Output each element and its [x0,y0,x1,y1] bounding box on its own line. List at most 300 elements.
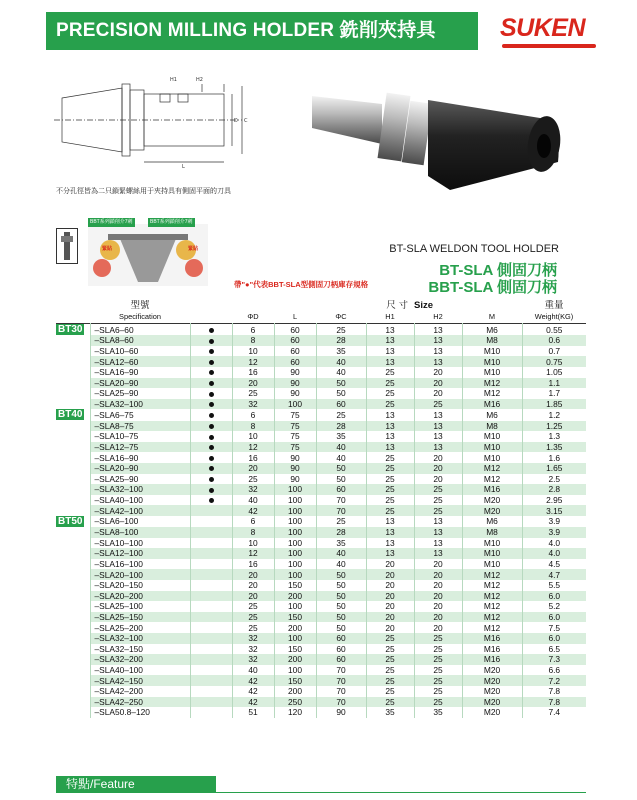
cell-l: 200 [274,591,316,602]
cell-h2: 20 [414,452,462,463]
header-d: ΦD [247,312,259,322]
stock-dot-cell [190,324,232,336]
contact-tag-right: 緊貼 [188,246,199,252]
cell-l: 100 [274,548,316,559]
series-group-cell [56,388,90,399]
feature-divider [56,792,586,793]
table-row [56,527,586,538]
cell-m: M12 [462,622,522,633]
table-row [56,452,586,463]
cell-l: 75 [274,409,316,420]
cell-h2: 25 [414,654,462,665]
stock-dot-cell [190,675,232,686]
cell-d: 42 [232,505,274,516]
table-row [56,601,586,612]
table-row [56,484,586,495]
cell-w: 5.5 [522,580,586,591]
cell-m: M12 [462,474,522,485]
cell-c: 35 [316,538,366,549]
series-group-cell [56,346,90,357]
stock-dot-cell [190,559,232,570]
series-group-cell [56,356,90,367]
cell-h1: 13 [366,421,414,432]
cell-m: M10 [462,367,522,378]
table-row [56,665,586,676]
cell-d: 32 [232,633,274,644]
header-spec: Specification [119,312,161,322]
svg-text:H2: H2 [196,77,203,83]
stock-dot-icon [209,424,214,429]
stock-dot-icon [209,392,214,397]
series-group-cell [56,707,90,718]
cell-h2: 13 [414,335,462,346]
cell-m: M16 [462,399,522,410]
cell-spec: –SLA10–75 [90,431,190,442]
cell-h1: 13 [366,324,414,336]
cell-w: 7.5 [522,622,586,633]
cell-d: 32 [232,644,274,655]
cell-l: 200 [274,654,316,665]
stock-dot-cell [190,367,232,378]
stock-dot-cell [190,527,232,538]
cell-spec: –SLA6–100 [90,516,190,527]
stock-dot-cell [190,356,232,367]
table-row [56,548,586,559]
cell-h2: 13 [414,356,462,367]
cell-d: 25 [232,388,274,399]
table-row [56,421,586,432]
cell-spec: –SLA6–75 [90,409,190,420]
cell-l: 75 [274,442,316,453]
model-title-bt: BT-SLA 側固刀柄 [439,262,557,279]
series-group-cell [56,622,90,633]
cell-h1: 25 [366,452,414,463]
cell-w: 6.0 [522,612,586,623]
cell-h2: 20 [414,378,462,389]
cell-spec: –SLA20–90 [90,378,190,389]
stock-dot-cell [190,686,232,697]
cell-l: 150 [274,644,316,655]
header-group-cell [56,300,90,312]
cell-h2: 13 [414,421,462,432]
table-row [56,686,586,697]
cell-h2: 13 [414,527,462,538]
cell-d: 20 [232,378,274,389]
series-group-cell [56,580,90,591]
cell-d: 42 [232,686,274,697]
series-group-cell [56,591,90,602]
series-group-cell [56,697,90,708]
cell-h2: 20 [414,580,462,591]
cell-l: 100 [274,559,316,570]
stock-dot-cell [190,580,232,591]
cell-h2: 20 [414,569,462,580]
cell-spec: –SLA25–100 [90,601,190,612]
cell-h1: 13 [366,346,414,357]
cell-m: M12 [462,601,522,612]
cell-w: 1.85 [522,399,586,410]
cell-h2: 25 [414,633,462,644]
stock-dot-icon [209,488,214,493]
cell-m: M16 [462,484,522,495]
cell-spec: –SLA42–100 [90,505,190,516]
cell-w: 1.1 [522,378,586,389]
cell-spec: –SLA16–90 [90,367,190,378]
cell-w: 7.2 [522,675,586,686]
cell-m: M8 [462,335,522,346]
cell-m: M20 [462,686,522,697]
cell-m: M6 [462,516,522,527]
header [0,8,637,58]
cell-spec: –SLA16–90 [90,452,190,463]
series-label: BT50 [58,515,83,527]
cell-spec: –SLA10–60 [90,346,190,357]
series-group-cell [56,569,90,580]
cell-h2: 20 [414,559,462,570]
series-group-cell [56,675,90,686]
cell-spec: –SLA42–200 [90,686,190,697]
table-row [56,654,586,665]
table-header-row-cn [56,300,586,312]
cell-h2: 20 [414,622,462,633]
cell-spec: –SLA8–60 [90,335,190,346]
spec-table [56,300,586,718]
stock-dot-cell [190,548,232,559]
cell-c: 40 [316,442,366,453]
header-empty [190,300,232,312]
cell-c: 50 [316,378,366,389]
cell-c: 70 [316,495,366,506]
cell-d: 42 [232,697,274,708]
cell-d: 20 [232,580,274,591]
header-weight: 重量 [544,300,564,311]
cell-spec: –SLA12–60 [90,356,190,367]
cell-h2: 25 [414,484,462,495]
cell-l: 90 [274,367,316,378]
cell-c: 90 [316,707,366,718]
cell-w: 5.2 [522,601,586,612]
cell-l: 150 [274,612,316,623]
series-group-cell [56,324,90,336]
cell-d: 20 [232,569,274,580]
series-group-cell [56,665,90,676]
cell-d: 25 [232,622,274,633]
cell-l: 100 [274,633,316,644]
cell-h2: 25 [414,505,462,516]
cell-m: M20 [462,665,522,676]
cell-l: 150 [274,675,316,686]
cell-h1: 25 [366,367,414,378]
cell-h2: 13 [414,538,462,549]
stock-dot-cell [190,516,232,527]
cell-h1: 20 [366,559,414,570]
cell-h1: 25 [366,686,414,697]
cell-c: 70 [316,697,366,708]
stock-dot-cell [190,622,232,633]
table-row [56,495,586,506]
cell-m: M10 [462,538,522,549]
cell-spec: –SLA40–100 [90,495,190,506]
stock-dot-cell [190,505,232,516]
cell-h1: 25 [366,633,414,644]
cell-d: 42 [232,675,274,686]
table-row [56,612,586,623]
stock-dot-cell [190,442,232,453]
cell-h2: 25 [414,665,462,676]
cell-m: M12 [462,612,522,623]
cell-spec: –SLA25–150 [90,612,190,623]
stock-dot-cell [190,569,232,580]
cell-h2: 20 [414,612,462,623]
cell-l: 100 [274,538,316,549]
svg-text:C: C [244,118,248,124]
stock-dot-icon [209,445,214,450]
cell-w: 1.25 [522,421,586,432]
table-row [56,335,586,346]
cell-spec: –SLA8–100 [90,527,190,538]
cell-spec: –SLA32–100 [90,484,190,495]
cell-w: 3.15 [522,505,586,516]
cell-l: 90 [274,474,316,485]
table-row [56,707,586,718]
stock-dot-cell [190,452,232,463]
stock-dot-cell [190,335,232,346]
stock-dot-cell [190,346,232,357]
stock-dot-cell [190,463,232,474]
contact-tag-left: 緊貼 [102,246,113,252]
cell-l: 90 [274,388,316,399]
series-label: BT40 [58,409,83,421]
header-empty [462,300,522,312]
cell-spec: –SLA12–75 [90,442,190,453]
cell-m: M10 [462,356,522,367]
series-group-cell [56,516,90,527]
table-row [56,346,586,357]
cell-h1: 35 [366,707,414,718]
cell-d: 40 [232,495,274,506]
table-row [56,399,586,410]
series-group-cell [56,335,90,346]
cell-d: 16 [232,559,274,570]
cell-h1: 25 [366,378,414,389]
series-group-cell [56,474,90,485]
stock-dot-cell [190,633,232,644]
series-group-cell [56,559,90,570]
cell-l: 75 [274,431,316,442]
stock-dot-icon [209,413,214,418]
header-dot [190,312,232,324]
cell-m: M16 [462,633,522,644]
cell-h1: 25 [366,484,414,495]
stock-dot-cell [190,474,232,485]
cell-h2: 20 [414,367,462,378]
table-row [56,367,586,378]
cell-spec: –SLA32–150 [90,644,190,655]
cell-h2: 25 [414,495,462,506]
cell-l: 90 [274,452,316,463]
cell-c: 60 [316,399,366,410]
cell-spec: –SLA42–250 [90,697,190,708]
stock-dot-cell [190,431,232,442]
cell-w: 1.05 [522,367,586,378]
page-title: PRECISION MILLING HOLDER 銑削夾持具 [46,12,478,50]
series-group-cell [56,654,90,665]
series-group-cell [56,495,90,506]
series-group-cell [56,612,90,623]
cell-w: 6.6 [522,665,586,676]
cell-d: 6 [232,409,274,420]
cell-d: 16 [232,367,274,378]
cell-d: 6 [232,516,274,527]
cell-c: 60 [316,633,366,644]
cell-h2: 25 [414,644,462,655]
cell-d: 6 [232,324,274,336]
cell-l: 100 [274,665,316,676]
cell-d: 25 [232,612,274,623]
stock-dot-cell [190,665,232,676]
cell-h1: 25 [366,399,414,410]
stock-dot-cell [190,601,232,612]
header-h2: H2 [433,312,443,322]
header-size-en: Size [414,300,434,311]
cell-m: M10 [462,442,522,453]
cell-h2: 13 [414,442,462,453]
cell-h1: 25 [366,675,414,686]
cell-l: 200 [274,686,316,697]
product-photo [300,66,600,196]
table-row [56,431,586,442]
stock-dot-icon [209,360,214,365]
stock-dot-cell [190,388,232,399]
header-size-cn: 尺 寸 [386,300,409,311]
bbt-pic-label-right: BBT系列鎖削介7剌 [150,219,193,225]
cell-h1: 13 [366,527,414,538]
cell-d: 8 [232,527,274,538]
brand-logo-underline [502,44,596,48]
stock-dot-cell [190,495,232,506]
cell-c: 25 [316,324,366,336]
cell-h1: 20 [366,622,414,633]
cell-h2: 13 [414,409,462,420]
cell-h2: 35 [414,707,462,718]
cell-c: 60 [316,644,366,655]
cell-d: 25 [232,474,274,485]
cell-h1: 25 [366,505,414,516]
cell-l: 60 [274,346,316,357]
cell-m: M12 [462,569,522,580]
cell-c: 50 [316,622,366,633]
cell-spec: –SLA12–100 [90,548,190,559]
cell-h2: 20 [414,463,462,474]
drawing-note: 不分孔徑皆為二只鎖緊螺絲用于夾持具有側固平面的刀具 [56,188,231,195]
stock-dot-cell [190,399,232,410]
cell-spec: –SLA20–150 [90,580,190,591]
cell-l: 100 [274,484,316,495]
cell-h1: 13 [366,538,414,549]
cell-m: M20 [462,707,522,718]
cell-w: 3.9 [522,527,586,538]
cell-w: 0.7 [522,346,586,357]
cell-w: 6.5 [522,644,586,655]
pull-stud-icon [56,228,78,264]
series-group-cell [56,367,90,378]
cell-w: 0.6 [522,335,586,346]
cell-m: M12 [462,580,522,591]
cell-h1: 13 [366,548,414,559]
cell-d: 10 [232,538,274,549]
cell-d: 8 [232,421,274,432]
series-group-cell [56,409,90,420]
cell-spec: –SLA32–100 [90,633,190,644]
svg-text:L: L [182,164,185,170]
cell-w: 4.0 [522,548,586,559]
cell-d: 20 [232,463,274,474]
table-row [56,409,586,420]
series-group-cell [56,442,90,453]
cell-c: 28 [316,527,366,538]
stock-dot-cell [190,697,232,708]
cell-d: 40 [232,665,274,676]
table-row [56,538,586,549]
cell-w: 1.65 [522,463,586,474]
cell-h1: 20 [366,580,414,591]
model-title-bbt: BBT-SLA 側固刀柄 [428,279,557,296]
cell-m: M6 [462,409,522,420]
cell-h1: 25 [366,463,414,474]
stock-dot-cell [190,644,232,655]
cell-d: 12 [232,442,274,453]
cell-h1: 25 [366,495,414,506]
cell-c: 40 [316,559,366,570]
series-group-cell [56,421,90,432]
cell-spec: –SLA8–75 [90,421,190,432]
header-m: M [488,312,496,322]
cell-m: M10 [462,559,522,570]
series-group-cell [56,378,90,389]
technical-drawing [52,70,250,170]
cell-c: 25 [316,409,366,420]
cell-c: 28 [316,421,366,432]
table-row [56,644,586,655]
cell-c: 35 [316,431,366,442]
cell-h1: 20 [366,601,414,612]
stock-dot-icon [209,477,214,482]
table-row [56,474,586,485]
series-group-cell [56,484,90,495]
cell-w: 4.7 [522,569,586,580]
stock-dot-cell [190,538,232,549]
cell-h1: 25 [366,388,414,399]
cell-w: 0.75 [522,356,586,367]
cell-l: 60 [274,324,316,336]
cell-spec: –SLA50.8–120 [90,707,190,718]
cell-m: M16 [462,654,522,665]
cell-l: 90 [274,378,316,389]
cell-d: 20 [232,591,274,602]
header-weight-en: Weight(KG) [534,312,574,322]
table-row [56,697,586,708]
cell-h1: 13 [366,409,414,420]
cell-d: 25 [232,601,274,612]
table-row [56,378,586,389]
svg-text:D: D [234,118,238,124]
cell-l: 100 [274,569,316,580]
bbt-contact-illustration [56,218,216,288]
stock-dot-icon [209,498,214,503]
cell-w: 6.0 [522,633,586,644]
table-row [56,675,586,686]
cell-c: 50 [316,474,366,485]
